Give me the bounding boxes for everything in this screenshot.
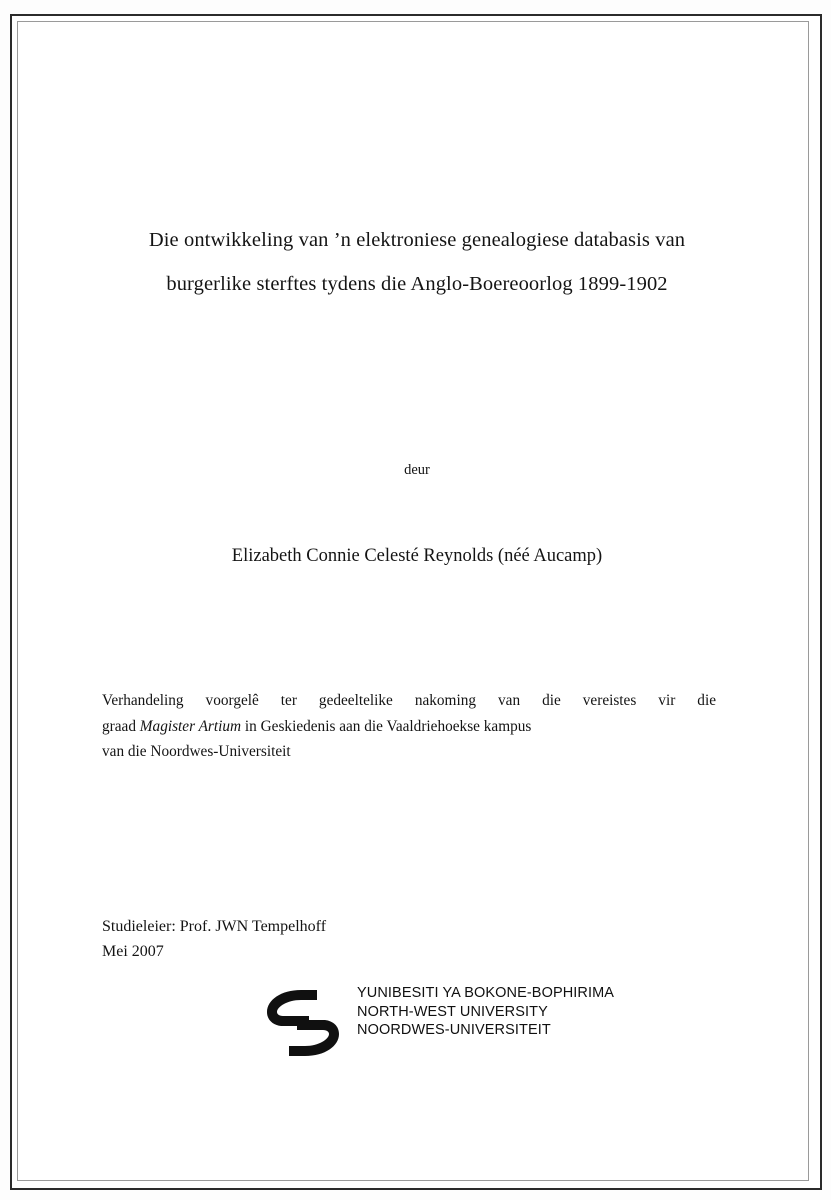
title-line-2: burgerlike sterftes tydens die Anglo-Boereoorlog 1899-1902 bbox=[166, 273, 668, 295]
declaration-line-2 bbox=[102, 714, 716, 740]
title-page-content bbox=[102, 28, 732, 1174]
supervisor-and-date bbox=[102, 914, 732, 964]
degree-declaration bbox=[102, 688, 716, 765]
logo-line-2: NORTH-WEST UNIVERSITY bbox=[357, 1003, 548, 1020]
declaration-line-3: van die Noordwes-Universiteit bbox=[102, 743, 291, 760]
university-logo bbox=[257, 980, 677, 1064]
author-name: Elizabeth Connie Celesté Reynolds (néé Aucamp) bbox=[231, 546, 603, 566]
logo-line-1: YUNIBESITI YA BOKONE-BOPHIRIMA bbox=[357, 985, 615, 1001]
byline-label: deur bbox=[404, 462, 430, 478]
degree-name-italic: Magister Artium bbox=[139, 717, 242, 735]
page-title bbox=[102, 218, 732, 306]
declaration-line-2-prefix: graad bbox=[102, 717, 140, 735]
declaration-line-1: Verhandeling voorgelê ter gedeeltelike nakoming van die vereistes vir die bbox=[102, 692, 716, 709]
title-page-sheet bbox=[24, 28, 802, 1174]
title-line-1: Die ontwikkeling van ’n elektroniese genealogiese databasis van bbox=[148, 229, 686, 251]
supervisor-line: Studieleier: Prof. JWN Tempelhoff bbox=[102, 918, 327, 935]
nwu-logo-icon bbox=[257, 986, 349, 1060]
declaration-line-2-suffix: in Geskiedenis aan die Vaaldriehoekse kampus bbox=[241, 717, 532, 735]
date-line: Mei 2007 bbox=[102, 943, 164, 960]
logo-wordmark bbox=[357, 984, 614, 1040]
logo-line-3: NOORDWES-UNIVERSITEIT bbox=[357, 1022, 551, 1038]
